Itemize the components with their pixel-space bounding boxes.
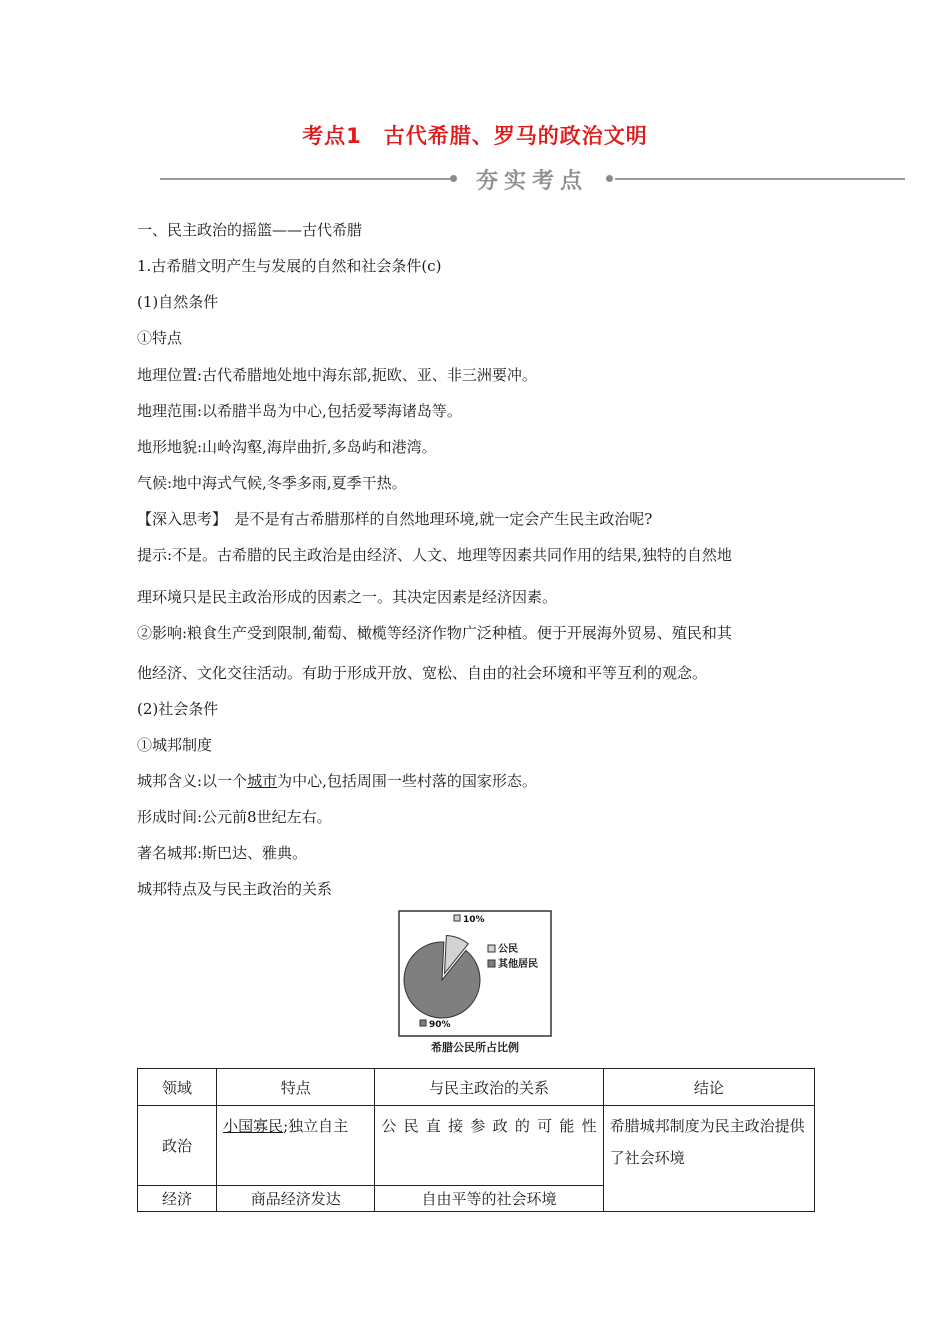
- text-line: 著名城邦:斯巴达、雅典。: [137, 844, 308, 862]
- table-row: [138, 1106, 815, 1186]
- text-line: ①特点: [137, 329, 183, 347]
- city-def-underlined: 城市: [247, 772, 278, 790]
- legend-label: 其他居民: [498, 959, 538, 970]
- percent-swatch: [420, 1020, 426, 1026]
- banner-line-left: [160, 178, 450, 180]
- text-line: 城邦特点及与民主政治的关系: [137, 880, 333, 898]
- text-line: 1.古希腊文明产生与发展的自然和社会条件(c): [137, 257, 442, 275]
- hint-text: 理环境只是民主政治形成的因素之一。其决定因素是经济因素。: [137, 588, 558, 606]
- table-header: 特点: [217, 1069, 375, 1106]
- text-line: 形成时间:公元前8世纪左右。: [137, 808, 332, 826]
- city-def-post: 为中心,包括周围一些村落的国家形态。: [277, 772, 537, 790]
- page-title: 考点1 古代希腊、罗马的政治文明: [302, 124, 648, 148]
- section-banner: [160, 164, 905, 194]
- hint-text: 提示:不是。古希腊的民主政治是由经济、人文、地理等因素共同作用的结果,独特的自然地: [137, 546, 732, 564]
- table-cell-area: 经济: [138, 1186, 217, 1212]
- legend-swatch: [488, 945, 495, 952]
- city-state-definition: [137, 772, 537, 790]
- table-cell-feature: 商品经济发达: [217, 1186, 375, 1212]
- text-line: (1)自然条件: [137, 293, 219, 311]
- table-header: 结论: [603, 1069, 814, 1106]
- banner-dot-right: [606, 175, 613, 182]
- table-cell-area: 政治: [138, 1106, 217, 1186]
- percent-label: 10%: [463, 915, 485, 925]
- banner-dot-left: [450, 175, 457, 182]
- city-def-pre: 城邦含义:以一个: [137, 772, 248, 790]
- chart-title: 希腊公民所占比例: [431, 1041, 519, 1054]
- text-line: 气候:地中海式气候,冬季多雨,夏季干热。: [137, 474, 407, 492]
- percent-swatch: [454, 915, 460, 921]
- table-header-row: [138, 1069, 815, 1106]
- text-line: ②影响:粮食生产受到限制,葡萄、橄榄等经济作物广泛种植。便于开展海外贸易、殖民和其: [137, 624, 732, 642]
- banner-label: 夯实考点: [475, 169, 588, 194]
- table-header: 与民主政治的关系: [375, 1069, 603, 1106]
- feature-underlined: 小国寡民: [223, 1117, 284, 1135]
- text-line: ①城邦制度: [137, 736, 213, 754]
- text-line: 地理范围:以希腊半岛为中心,包括爱琴海诸岛等。: [137, 402, 462, 420]
- text-line: 地形地貌:山岭沟壑,海岸曲折,多岛屿和港湾。: [137, 438, 437, 456]
- table-header: 领域: [138, 1069, 217, 1106]
- table-cell-relation: 公民直接参政的可能性: [375, 1106, 603, 1186]
- table-cell-relation: 自由平等的社会环境: [375, 1186, 603, 1212]
- text-line: 他经济、文化交往活动。有助于形成开放、宽松、自由的社会环境和平等互利的观念。: [137, 664, 708, 682]
- feature-rest: ;独立自主: [283, 1117, 349, 1135]
- deep-thinking-question: 【深入思考】 是不是有古希腊那样的自然地理环境,就一定会产生民主政治呢?: [137, 510, 653, 528]
- table-cell-feature: [217, 1106, 375, 1186]
- banner-line-right: [615, 178, 905, 180]
- pie-slice-other-residents: [404, 942, 480, 1018]
- table-cell-conclusion: 希腊城邦制度为民主政治提供了社会环境: [603, 1106, 814, 1212]
- text-line: (2)社会条件: [137, 700, 219, 718]
- text-line: 一、民主政治的摇篮——古代希腊: [137, 221, 363, 239]
- city-state-table: [137, 1068, 815, 1212]
- legend-swatch: [488, 960, 495, 967]
- legend-label: 公民: [498, 944, 518, 955]
- percent-label: 90%: [429, 1020, 451, 1030]
- text-line: 地理位置:古代希腊地处地中海东部,扼欧、亚、非三洲要冲。: [137, 366, 537, 384]
- citizen-ratio-pie-chart: [398, 910, 552, 1037]
